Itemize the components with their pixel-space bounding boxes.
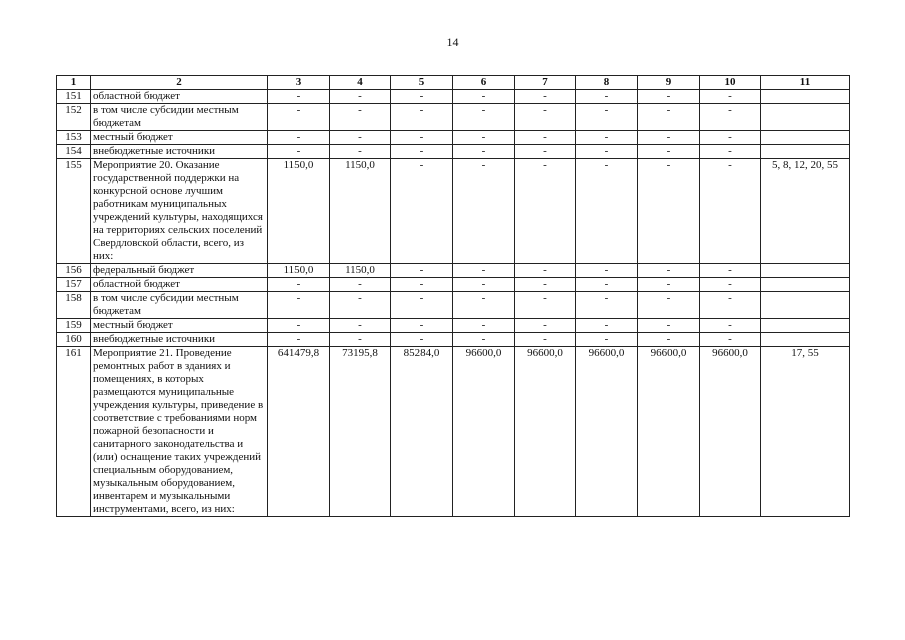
row-description-cell: местный бюджет [91,131,268,145]
value-cell: - [453,292,515,319]
value-cell: - [268,319,330,333]
value-cell: - [700,90,761,104]
value-cell: - [391,278,453,292]
targets-cell [761,104,850,131]
value-cell: 85284,0 [391,347,453,517]
value-cell: - [576,90,638,104]
value-cell: 96600,0 [700,347,761,517]
targets-cell: 17, 55 [761,347,850,517]
value-cell: - [268,145,330,159]
value-cell: - [700,319,761,333]
value-cell: - [638,159,700,264]
value-cell: - [638,319,700,333]
row-number-cell: 157 [57,278,91,292]
table-row [57,131,850,145]
row-description-cell: областной бюджет [91,278,268,292]
row-description-cell: Мероприятие 21. Проведение ремонтных работ в зданиях и помещениях, в которых размещаются муниципальные учреждения культуры, приведение в соответствие с требованиями норм пожарной безопасности и санитарного законодательства и (или) оснащение таких учреждений специальным оборудованием, музыкальным оборудованием, инвентарем и музыкальными инструментами, всего, из них: [91,347,268,517]
value-cell: - [330,145,391,159]
table-header-row [57,76,850,90]
table-row [57,347,850,517]
page-number: 14 [446,35,459,49]
value-cell: - [453,264,515,278]
value-cell: - [515,333,576,347]
value-cell: - [638,333,700,347]
header-cell: 8 [576,76,638,90]
table-row [57,104,850,131]
targets-cell [761,131,850,145]
row-description-cell: в том числе субсидии местным бюджетам [91,292,268,319]
row-number-cell: 159 [57,319,91,333]
row-number-cell: 158 [57,292,91,319]
value-cell: - [453,90,515,104]
value-cell: - [453,104,515,131]
value-cell: - [268,90,330,104]
value-cell: - [515,145,576,159]
targets-cell [761,264,850,278]
value-cell: - [330,90,391,104]
value-cell: 1150,0 [268,264,330,278]
value-cell: - [391,90,453,104]
targets-cell [761,278,850,292]
value-cell: - [453,319,515,333]
value-cell: - [268,278,330,292]
value-cell: - [515,159,576,264]
value-cell: - [515,264,576,278]
value-cell: - [453,131,515,145]
row-description-cell: местный бюджет [91,319,268,333]
table-row [57,319,850,333]
value-cell: 1150,0 [268,159,330,264]
header-cell: 5 [391,76,453,90]
value-cell: - [391,145,453,159]
row-number-cell: 154 [57,145,91,159]
value-cell: 1150,0 [330,159,391,264]
value-cell: 96600,0 [453,347,515,517]
value-cell: - [391,333,453,347]
value-cell: - [700,333,761,347]
header-cell: 3 [268,76,330,90]
value-cell: 96600,0 [576,347,638,517]
value-cell: - [576,131,638,145]
value-cell: 96600,0 [638,347,700,517]
value-cell: - [453,145,515,159]
value-cell: - [576,159,638,264]
row-description-cell: в том числе субсидии местным бюджетам [91,104,268,131]
value-cell: - [515,104,576,131]
value-cell: - [515,131,576,145]
header-cell: 1 [57,76,91,90]
value-cell: - [330,319,391,333]
value-cell: - [638,90,700,104]
value-cell: - [391,104,453,131]
value-cell: - [268,333,330,347]
value-cell: 96600,0 [515,347,576,517]
table-row [57,145,850,159]
header-cell: 9 [638,76,700,90]
table-row [57,292,850,319]
value-cell: - [268,104,330,131]
header-cell: 11 [761,76,850,90]
value-cell: - [515,278,576,292]
value-cell: - [576,292,638,319]
value-cell: - [576,104,638,131]
targets-cell [761,145,850,159]
value-cell: - [515,90,576,104]
header-cell: 10 [700,76,761,90]
value-cell: - [576,278,638,292]
value-cell: - [700,131,761,145]
value-cell: 1150,0 [330,264,391,278]
value-cell: - [391,131,453,145]
row-number-cell: 156 [57,264,91,278]
value-cell: - [453,278,515,292]
header-cell: 4 [330,76,391,90]
table-row [57,264,850,278]
targets-cell [761,319,850,333]
value-cell: - [576,145,638,159]
header-cell: 6 [453,76,515,90]
value-cell: - [268,292,330,319]
value-cell: - [700,292,761,319]
row-description-cell: федеральный бюджет [91,264,268,278]
value-cell: - [330,292,391,319]
value-cell: - [638,145,700,159]
targets-cell [761,333,850,347]
value-cell: - [638,131,700,145]
row-description-cell: внебюджетные источники [91,145,268,159]
value-cell: - [700,159,761,264]
table-row [57,333,850,347]
row-description-cell: областной бюджет [91,90,268,104]
value-cell: - [700,145,761,159]
value-cell: - [453,333,515,347]
row-number-cell: 153 [57,131,91,145]
table-row [57,90,850,104]
row-number-cell: 155 [57,159,91,264]
value-cell: - [515,292,576,319]
row-number-cell: 151 [57,90,91,104]
value-cell: - [330,333,391,347]
value-cell: - [576,333,638,347]
value-cell: - [391,264,453,278]
row-number-cell: 152 [57,104,91,131]
value-cell: - [330,131,391,145]
value-cell: - [700,264,761,278]
row-number-cell: 161 [57,347,91,517]
header-cell: 7 [515,76,576,90]
value-cell: - [576,319,638,333]
row-description-cell: внебюджетные источники [91,333,268,347]
value-cell: - [576,264,638,278]
value-cell: - [330,278,391,292]
value-cell: - [330,104,391,131]
value-cell: 73195,8 [330,347,391,517]
value-cell: - [638,264,700,278]
value-cell: - [638,278,700,292]
targets-cell: 5, 8, 12, 20, 55 [761,159,850,264]
targets-cell [761,90,850,104]
value-cell: - [268,131,330,145]
value-cell: - [638,104,700,131]
budget-table [56,75,850,517]
value-cell: - [453,159,515,264]
value-cell: - [700,104,761,131]
header-cell: 2 [91,76,268,90]
targets-cell [761,292,850,319]
value-cell: - [391,159,453,264]
value-cell: - [391,319,453,333]
value-cell: - [700,278,761,292]
value-cell: - [638,292,700,319]
value-cell: 641479,8 [268,347,330,517]
table-row [57,159,850,264]
table-row [57,278,850,292]
value-cell: - [391,292,453,319]
row-number-cell: 160 [57,333,91,347]
row-description-cell: Мероприятие 20. Оказание государственной поддержки на конкурсной основе лучшим работникам муниципальных учреждений культуры, находящихся на территориях сельских поселений Свердловской области, всего, из них: [91,159,268,264]
value-cell: - [515,319,576,333]
